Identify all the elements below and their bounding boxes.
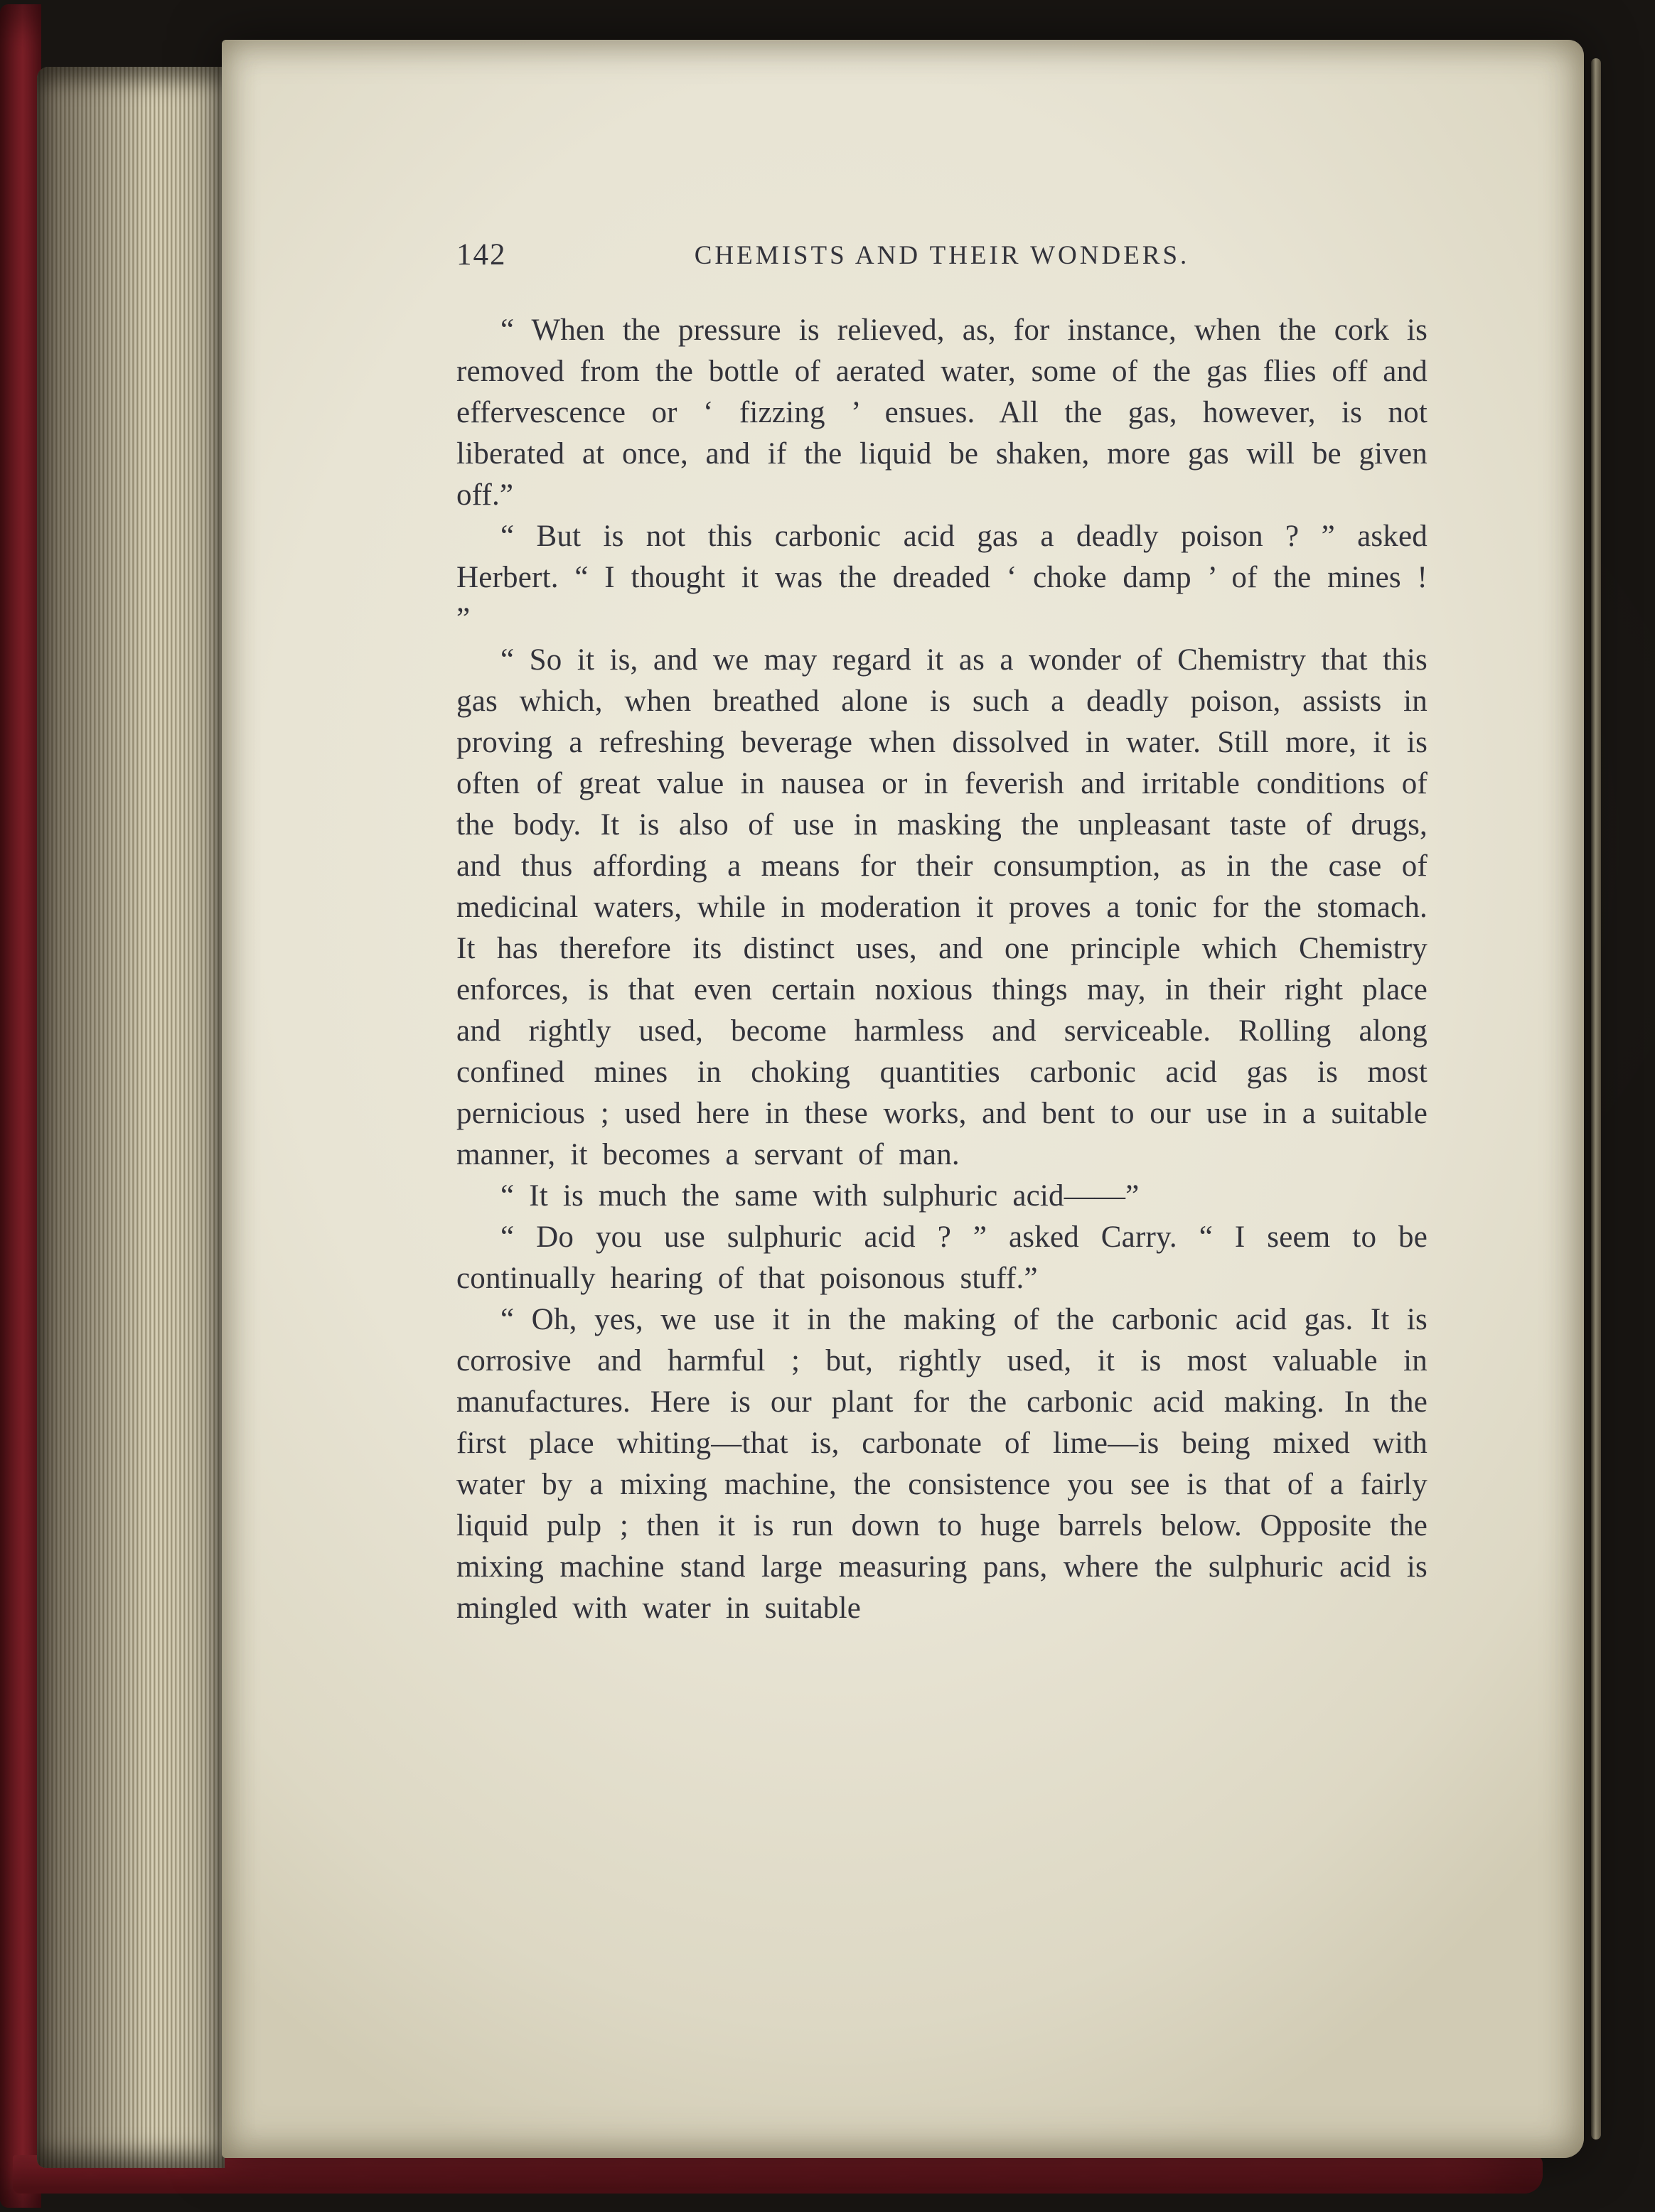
page-number: 142 <box>456 238 507 272</box>
paragraph: “ But is not this carbonic acid gas a deadly poison ? ” asked Herbert. “ I thought it was the dreaded ‘ choke damp ’ of the mines ! ” <box>456 520 1428 635</box>
running-title: CHEMISTS AND THEIR WONDERS. <box>694 241 1190 270</box>
text-column <box>456 233 1428 1629</box>
page-stack-edges <box>37 67 225 2168</box>
book-cover-spine <box>0 4 41 2208</box>
page-paragraphs <box>456 310 1428 1629</box>
book-cover-bottom-edge <box>13 2155 1543 2194</box>
page-header <box>456 233 1428 277</box>
paragraph: “ It is much the same with sulphuric acid——” <box>500 1179 1140 1213</box>
paragraph: “ So it is, and we may regard it as a wonder of Chemistry that this gas which, when breathed alone is such a deadly poison, assists in proving a refreshing beverage when dissolved in water. Still more, it is often of great value in nausea or in feverish and irritable conditions of the body. It is also of use in masking the unpleasant taste of drugs, and thus affording a means for their consumption, as in the case of medicinal waters, while in moderation it proves a tonic for the stomach. It has therefore its distinct uses, and one principle which Chemistry enforces, is that even certain noxious things may, in their right place and rightly used, become harmless and serviceable. Rolling along confined mines in choking quantities carbonic acid gas is most pernicious ; used here in these works, and bent to our use in a suitable manner, it becomes a servant of man. <box>456 643 1428 1171</box>
book-page <box>222 40 1584 2158</box>
facing-page-edge <box>1591 58 1601 2139</box>
paragraph: “ When the pressure is relieved, as, for instance, when the cork is removed from the bottle of aerated water, some of the gas flies off and effervescence or ‘ fizzing ’ ensues. All the gas, however, is not liberated at once, and if the liquid be shaken, more gas will be given off.” <box>456 313 1428 512</box>
paragraph: “ Oh, yes, we use it in the making of the carbonic acid gas. It is corrosive and harmful ; but, rightly used, it is most valuable in manufactures. Here is our plant for the carbonic acid making. In the first place whiting—that is, carbonate of lime—is being mixed with water by a mixing machine, the consistence you see is that of a fairly liquid pulp ; then it is run down to huge barrels below. Opposite the mixing machine stand large measuring pans, where the sulphuric acid is mingled with water in suitable <box>456 1303 1428 1625</box>
paragraph: “ Do you use sulphuric acid ? ” asked Carry. “ I seem to be continually hearing of that poisonous stuff.” <box>456 1220 1428 1295</box>
